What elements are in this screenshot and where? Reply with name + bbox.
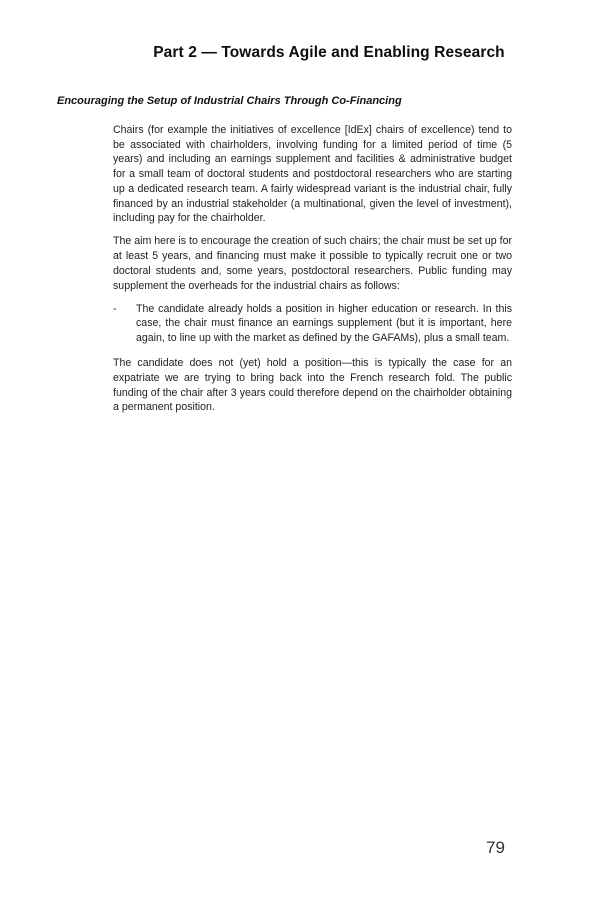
- paragraph-1: Chairs (for example the initiatives of excellence [IdEx] chairs of excellence) tend to be associated with chairholders, involving funding for a limited period of time (5 years) and including an earnings supplement and facilities & administrative budget for a small team of doctoral students and postdoctoral researchers who are starting up a dedicated research team. A fairly widespread variant is the industrial chair, fully financed by an industrial stakeholder (a multinational, given the level of investment), including pay for the chairholder.: [113, 124, 512, 225]
- section-heading: Encouraging the Setup of Industrial Chairs Through Co-Financing: [57, 95, 402, 107]
- page-number: 79: [486, 838, 505, 857]
- bullet-marker: -: [113, 302, 117, 315]
- list-item: [113, 302, 512, 346]
- paragraph-2: The aim here is to encourage the creation of such chairs; the chair must be set up for at least 5 years, and financing must make it possible to typically recruit one or two doctoral students and, some years, postdoctoral researchers. Public funding may supplement the overheads for the industrial chairs as follows:: [113, 235, 512, 292]
- bullet-text: The candidate already holds a position in higher education or research. In this case, the chair must finance an earnings supplement (but it is important, here again, to line up with the market as defined by the GAFAMs), plus a small team.: [136, 302, 512, 345]
- paragraph-3: The candidate does not (yet) hold a position—this is typically the case for an expatriate we are trying to bring back into the French research fold. The public funding of the chair after 3 years could therefore depend on the chairholder obtaining a permanent position.: [113, 357, 512, 414]
- body-text-block: [113, 123, 512, 424]
- page-title: Part 2 — Towards Agile and Enabling Research: [153, 44, 505, 61]
